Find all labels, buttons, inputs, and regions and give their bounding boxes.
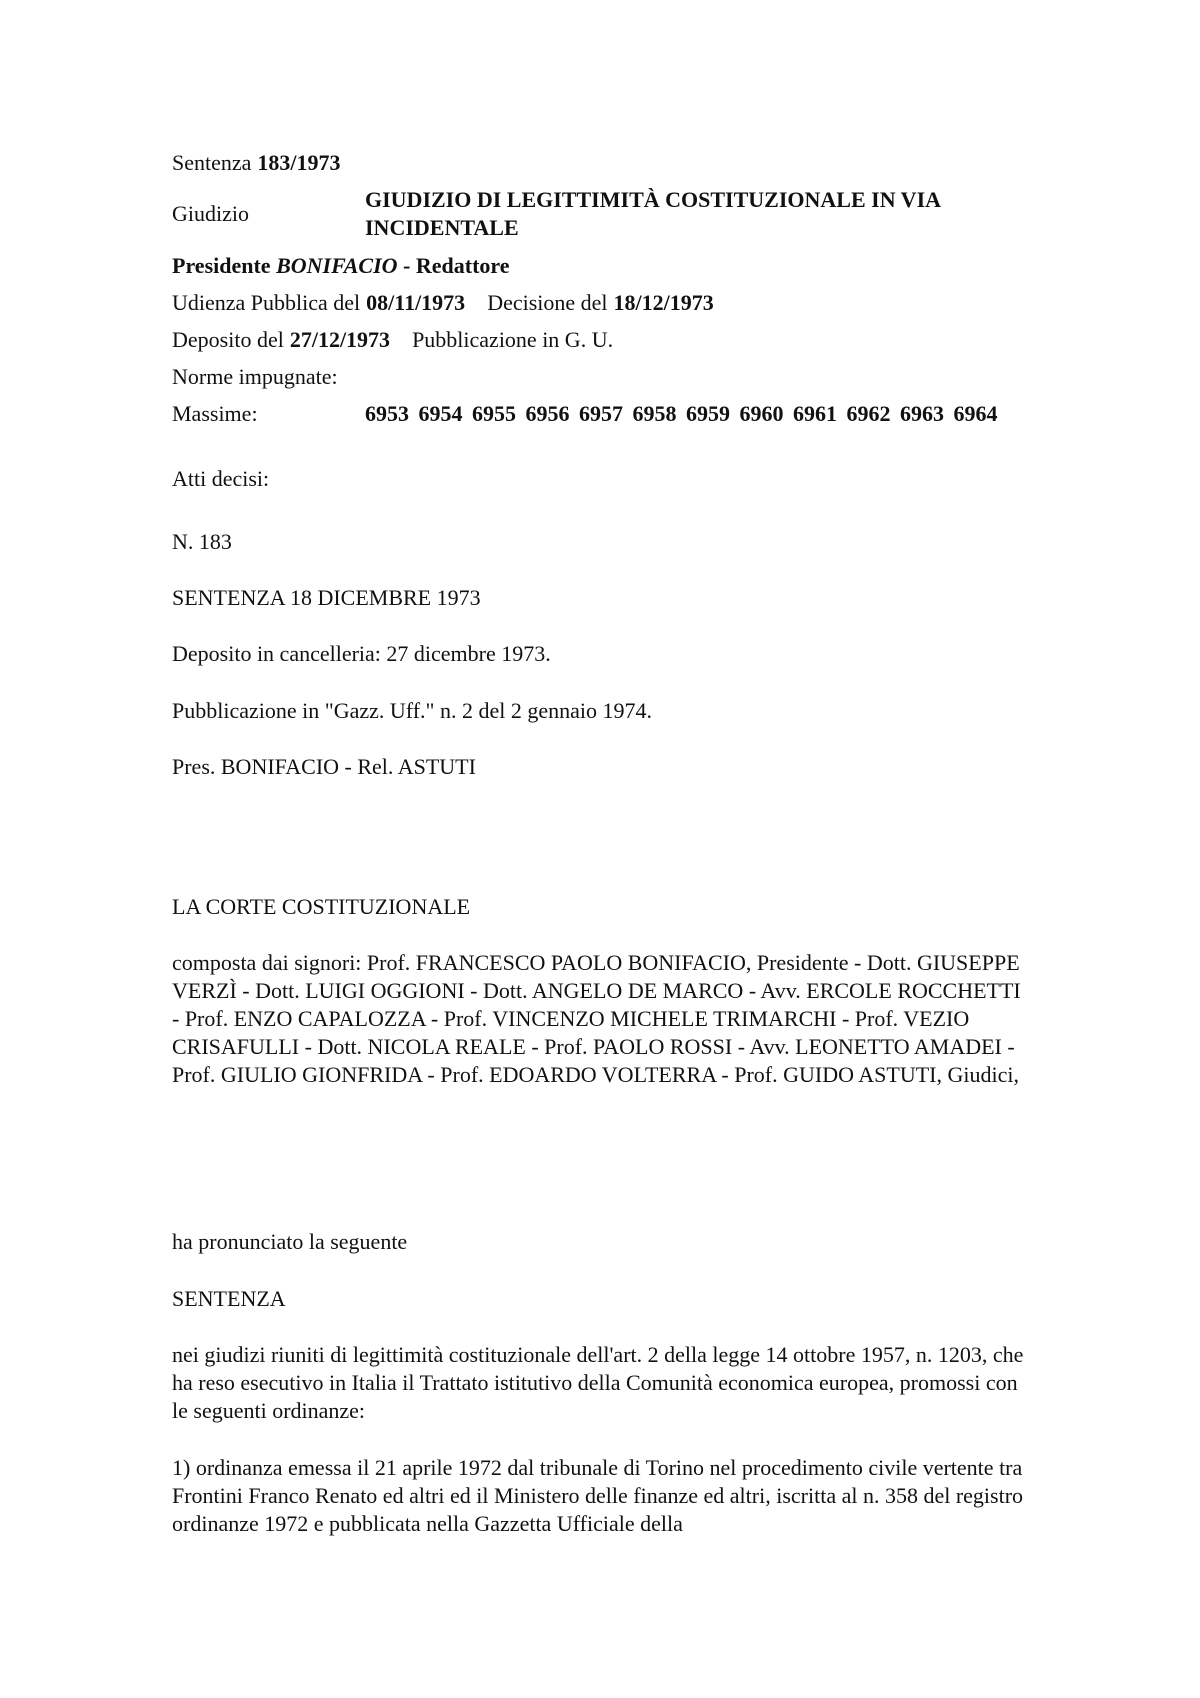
corte-heading: LA CORTE COSTITUZIONALE [172, 894, 471, 919]
deposito-cancelleria: Deposito in cancelleria: 27 dicembre 1973. [172, 641, 551, 666]
giudizi-paragraph: nei giudizi riuniti di legittimità costituzionale dell'art. 2 della legge 14 ottobre 1957, n. 1203, che ha reso esecutivo in Italia il Trattato istitutivo della Comunità economica europea, promossi con le seguenti ordinanze: [172, 1342, 1024, 1423]
pronunciato-line: ha pronunciato la seguente [172, 1229, 408, 1254]
atti-label: Atti decisi: [172, 466, 270, 491]
decisione-date: 18/12/1973 [613, 290, 714, 315]
sentenza-number: 183/1973 [257, 150, 341, 175]
pubblicazione-gazzetta: Pubblicazione in "Gazz. Uff." n. 2 del 2 gennaio 1974. [172, 698, 653, 723]
ordinanza-paragraph: 1) ordinanza emessa il 21 aprile 1972 dal tribunale di Torino nel procedimento civile vertente tra Frontini Franco Renato ed altri ed il Ministero delle finanze ed altri, iscritta al n. 358 del registro ordinanze 1972 e pubblicata nella Gazzetta Ufficiale della [172, 1455, 1024, 1536]
deposito-row [172, 326, 613, 354]
sentenza-label: Sentenza [172, 150, 252, 175]
udienza-date: 08/11/1973 [366, 290, 466, 315]
presidente-row [172, 252, 510, 280]
redattore-label: - Redattore [403, 253, 510, 278]
giudizio-label: Giudizio [172, 201, 249, 226]
composta-paragraph: composta dai signori: Prof. FRANCESCO PAOLO BONIFACIO, Presidente - Dott. GIUSEPPE VERZÌ - Dott. LUIGI OGGIONI - Dott. ANGELO DE MARCO - Avv. ERCOLE ROCCHETTI - Prof. ENZO CAPALOZZA - Prof. VINCENZO MICHELE TRIMARCHI - Prof. VEZIO CRISAFULLI - Dott. NICOLA REALE - Prof. PAOLO ROSSI - Avv. LEONETTO AMADEI - Prof. GIULIO GIONFRIDA - Prof. EDOARDO VOLTERRA - Prof. GUIDO ASTUTI, Giudici, [172, 950, 1021, 1087]
deposito-date: 27/12/1973 [289, 327, 391, 352]
deposito-label: Deposito del [172, 327, 284, 352]
sentenza-heading: SENTENZA [172, 1286, 286, 1311]
numero: N. 183 [172, 529, 232, 554]
massime-value: 6953 6954 6955 6956 6957 6958 6959 6960 6961 6962 6963 6964 [365, 401, 998, 426]
pubblicazione-label: Pubblicazione in G. U. [412, 327, 614, 352]
presidente-name: BONIFACIO [276, 253, 398, 278]
sentenza-date-line: SENTENZA 18 DICEMBRE 1973 [172, 585, 481, 610]
norme-label: Norme impugnate: [172, 364, 338, 389]
decisione-label: Decisione del [487, 290, 608, 315]
sentenza-row [172, 149, 341, 177]
presidente-label: Presidente [172, 253, 271, 278]
massime-label: Massime: [172, 401, 258, 426]
udienza-label: Udienza Pubblica del [172, 290, 361, 315]
giudizio-value: GIUDIZIO DI LEGITTIMITÀ COSTITUZIONALE IN VIA INCIDENTALE [365, 187, 940, 240]
udienza-row [172, 289, 714, 317]
pres-rel-line: Pres. BONIFACIO - Rel. ASTUTI [172, 754, 476, 779]
